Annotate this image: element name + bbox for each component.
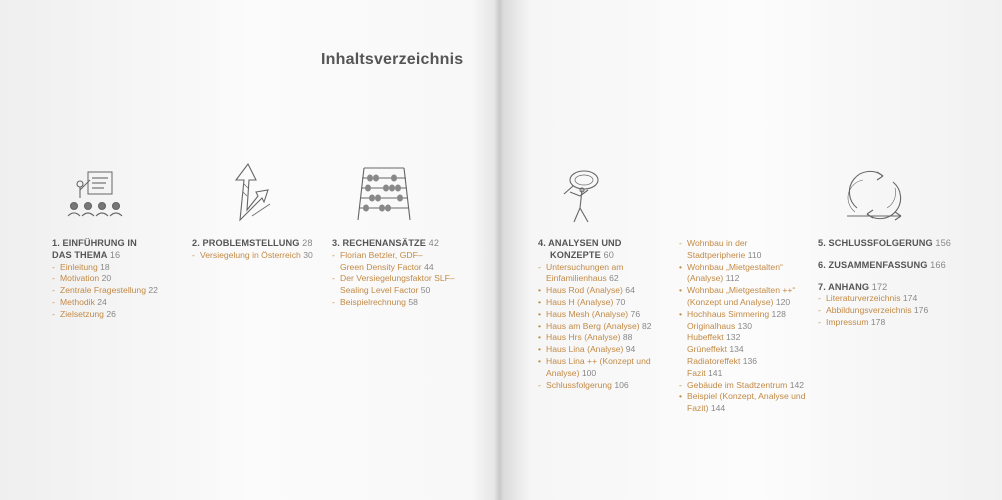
toc-item-sub[interactable]: Grüneffekt 134	[687, 344, 744, 355]
cycle-arrows-sketch-icon	[843, 168, 907, 222]
presentation-sketch-icon	[64, 166, 134, 220]
toc-item[interactable]: - Impressum 178	[818, 316, 886, 327]
toc-item[interactable]: - Zielsetzung 26	[52, 308, 116, 319]
toc-item[interactable]: • Haus Rod (Analyse) 64	[538, 285, 635, 296]
toc-item-cont[interactable]: Sealing Level Factor 50	[340, 285, 431, 296]
toc-item[interactable]: • Haus Mesh (Analyse) 76	[538, 308, 641, 319]
toc-item[interactable]: - Versiegelung in Österreich 30	[192, 249, 313, 260]
toc-item[interactable]: - Literaturverzeichnis 174	[818, 293, 918, 304]
toc-item[interactable]: • Wohnbau „Mietgestalten“	[679, 261, 783, 272]
toc-item[interactable]: - Florian Betzler, GDF–	[332, 249, 423, 260]
toc-item-sub[interactable]: Originalhaus 130	[687, 320, 752, 331]
toc-item-sub[interactable]: Hubeffekt 132	[687, 332, 741, 343]
toc-item[interactable]: • Beispiel (Konzept, Analyse und	[679, 391, 806, 402]
abacus-sketch-icon	[352, 164, 416, 222]
toc-item-cont[interactable]: (Analyse) 112	[687, 273, 740, 284]
toc-item[interactable]: - Wohnbau in der	[679, 238, 748, 248]
toc-item[interactable]: - Schlussfolgerung 106	[538, 379, 629, 390]
section-heading[interactable]: 5. SCHLUSSFOLGERUNG 156	[818, 238, 952, 248]
toc-item[interactable]: • Haus Lina ++ (Konzept und	[538, 355, 651, 366]
toc-section-1	[52, 238, 182, 321]
toc-item[interactable]: - Beispielrechnung 58	[332, 296, 418, 307]
toc-item-sub[interactable]: Radiatoreffekt 136	[687, 355, 758, 366]
toc-item[interactable]: - Gebäude im Stadtzentrum 142	[679, 379, 805, 390]
toc-item[interactable]: • Haus H (Analyse) 70	[538, 296, 626, 307]
page-title: Inhaltsverzeichnis	[321, 51, 464, 68]
section-heading[interactable]: 6. ZUSAMMENFASSUNG 166	[818, 259, 946, 270]
toc-item[interactable]: • Hochhaus Simmering 128	[679, 308, 786, 319]
toc-sections-5-7	[818, 238, 968, 329]
toc-item-cont[interactable]: Analyse) 100	[546, 367, 597, 378]
section-heading[interactable]: 7. ANHANG 172	[818, 281, 888, 292]
section-heading[interactable]: 3. RECHENANSÄTZE 42	[332, 238, 440, 248]
toc-section-3	[332, 238, 482, 309]
section-heading-cont[interactable]: DAS THEMA 16	[52, 249, 121, 260]
arrow-sketch-icon	[230, 160, 280, 224]
toc-item[interactable]: - Abbildungsverzeichnis 176	[818, 305, 929, 316]
toc-section-4	[538, 238, 678, 391]
toc-item[interactable]: - Methodik 24	[52, 296, 107, 307]
toc-item-cont[interactable]: Stadtperipherie 110	[687, 249, 762, 260]
toc-item-cont[interactable]: Fazit) 144	[687, 403, 726, 414]
section-heading[interactable]: 1. EINFÜHRUNG IN	[52, 238, 137, 248]
section-heading-cont[interactable]: KONZEPTE 60	[550, 249, 614, 260]
toc-item[interactable]: - Zentrale Fragestellung 22	[52, 285, 158, 296]
toc-item[interactable]: - Der Versiegelungsfaktor SLF–	[332, 273, 455, 284]
toc-item-sub[interactable]: Fazit 141	[687, 367, 723, 378]
section-heading[interactable]: 4. ANALYSEN UND	[538, 238, 622, 248]
toc-item[interactable]: - Motivation 20	[52, 273, 112, 284]
toc-section-2	[192, 238, 327, 262]
magnifier-figure-sketch-icon	[560, 168, 606, 224]
toc-item-cont[interactable]: Green Density Factor 44	[340, 261, 434, 272]
section-heading[interactable]: 2. PROBLEMSTELLUNG 28	[192, 238, 313, 248]
toc-item[interactable]: • Haus Hrs (Analyse) 88	[538, 332, 633, 343]
toc-item[interactable]: - Untersuchungen am	[538, 261, 624, 272]
toc-item[interactable]: • Haus Lina (Analyse) 94	[538, 344, 636, 355]
toc-item-cont[interactable]: (Konzept und Analyse) 120	[687, 296, 791, 307]
toc-section-4-continued	[679, 238, 814, 415]
toc-item[interactable]: • Wohnbau „Mietgestalten ++“	[679, 285, 796, 296]
toc-item-cont[interactable]: Einfamilienhaus 62	[546, 273, 619, 284]
toc-item[interactable]: - Einleitung 18	[52, 261, 110, 272]
toc-item[interactable]: • Haus am Berg (Analyse) 82	[538, 320, 652, 331]
